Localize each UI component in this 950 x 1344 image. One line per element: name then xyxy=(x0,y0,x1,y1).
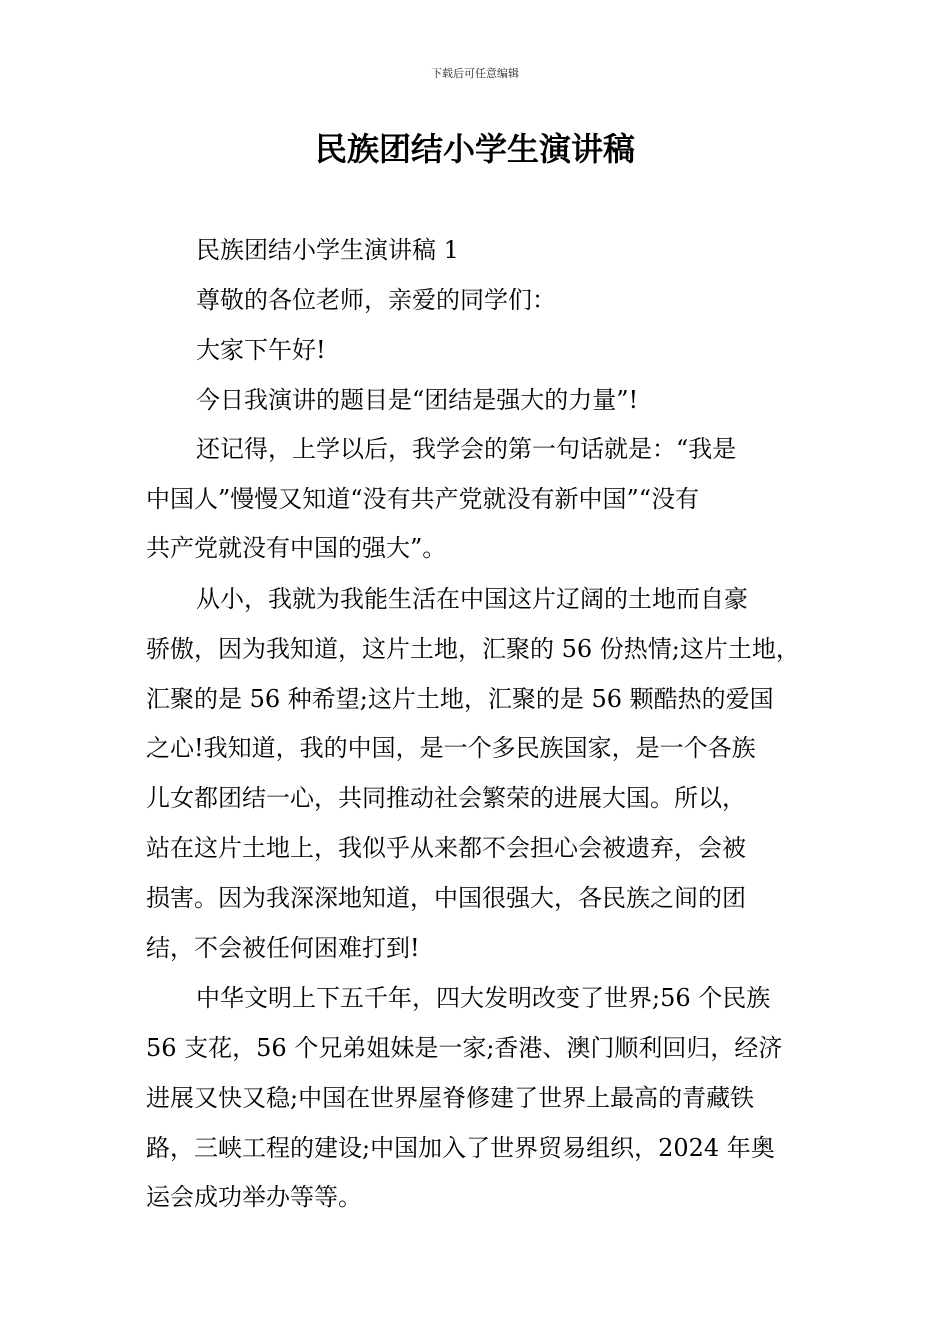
paragraph-line: 中国人”慢慢又知道“没有共产党就没有新中国”“没有 xyxy=(146,485,700,513)
greeting-line: 尊敬的各位老师，亲爱的同学们： xyxy=(196,286,556,314)
paragraph-line: 结，不会被任何困难打到! xyxy=(146,934,420,962)
paragraph-line: 中华文明上下五千年，四大发明改变了世界;56 个民族 xyxy=(196,984,771,1012)
paragraph-line: 之心!我知道，我的中国，是一个多民族国家，是一个各族 xyxy=(146,734,756,762)
greeting-line: 大家下午好! xyxy=(196,336,326,364)
subtitle-line: 民族团结小学生演讲稿 1 xyxy=(196,236,459,264)
paragraph-line: 从小，我就为我能生活在中国这片辽阔的土地而自豪 xyxy=(196,585,748,613)
paragraph-line: 儿女都团结一心，共同推动社会繁荣的进展大国。所以， xyxy=(146,784,746,812)
header-note: 下载后可任意编辑 xyxy=(431,67,519,80)
paragraph-line: 还记得，上学以后，我学会的第一句话就是：“我是 xyxy=(196,435,737,463)
document-title: 民族团结小学生演讲稿 xyxy=(314,130,635,168)
paragraph-line: 汇聚的是 56 种希望;这片土地，汇聚的是 56 颗酷热的爱国 xyxy=(146,685,774,713)
paragraph-line: 站在这片土地上，我似乎从来都不会担心会被遗弃，会被 xyxy=(146,834,746,862)
paragraph-line: 路，三峡工程的建设;中国加入了世界贸易组织，2024 年奥 xyxy=(146,1134,775,1162)
paragraph-line: 损害。因为我深深地知道，中国很强大，各民族之间的团 xyxy=(146,884,746,912)
paragraph-line: 共产党就没有中国的强大”。 xyxy=(146,534,447,562)
paragraph-line: 56 支花，56 个兄弟姐妹是一家;香港、澳门顺利回归，经济 xyxy=(146,1034,783,1062)
topic-line: 今日我演讲的题目是“团结是强大的力量”! xyxy=(196,386,639,414)
paragraph-line: 运会成功举办等等。 xyxy=(146,1183,362,1211)
paragraph-line: 进展又快又稳;中国在世界屋脊修建了世界上最高的青藏铁 xyxy=(146,1084,755,1112)
paragraph-line: 骄傲，因为我知道，这片土地，汇聚的 56 份热情;这片土地， xyxy=(146,635,800,663)
